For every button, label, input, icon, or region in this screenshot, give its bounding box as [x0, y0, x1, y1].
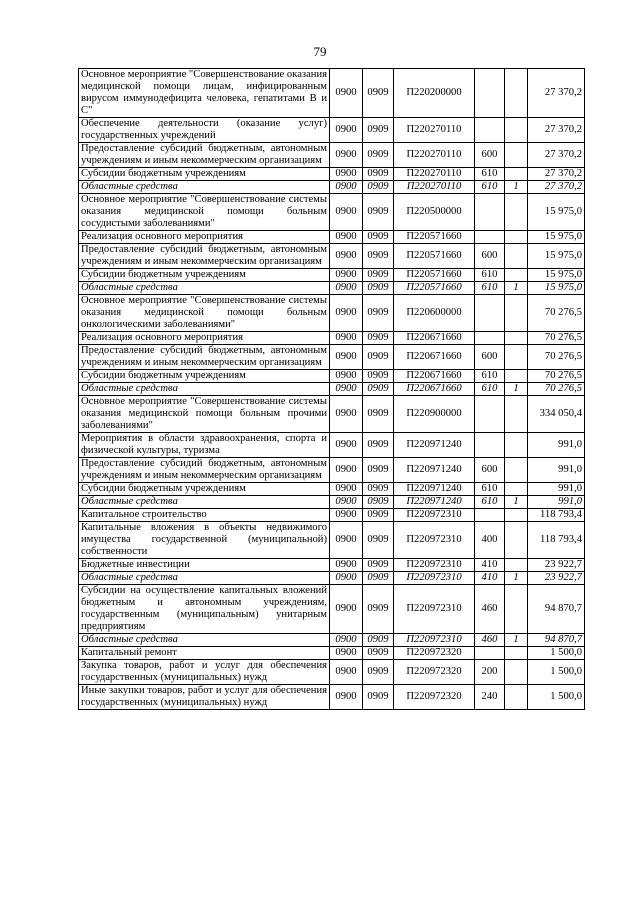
- row-amount-cell: 27 370,2: [528, 69, 585, 118]
- row-source-cell: [505, 433, 528, 458]
- row-expense-cell: 610: [475, 370, 505, 383]
- row-source-cell: [505, 522, 528, 559]
- row-target-cell: П220571660: [394, 231, 475, 244]
- table-row: [79, 295, 585, 332]
- row-target-cell: П220200000: [394, 69, 475, 118]
- row-name-cell: Областные средства: [79, 383, 330, 396]
- row-section-cell: 0900: [330, 685, 363, 710]
- row-name-cell: Капитальный ремонт: [79, 647, 330, 660]
- row-name-cell: Основное мероприятие "Совершенствование оказания медицинской помощи лицам, инфицированным вирусом иммунодефицита человека, гепатитами В и С": [79, 69, 330, 118]
- row-subsection-cell: 0909: [363, 345, 394, 370]
- row-target-cell: П220972310: [394, 572, 475, 585]
- row-amount-cell: 118 793,4: [528, 522, 585, 559]
- row-subsection-cell: 0909: [363, 370, 394, 383]
- row-target-cell: П220972320: [394, 685, 475, 710]
- row-amount-cell: 15 975,0: [528, 269, 585, 282]
- row-source-cell: [505, 194, 528, 231]
- row-name-cell: Предоставление субсидий бюджетным, автономным учреждениям и иным некоммерческим организациям: [79, 458, 330, 483]
- table-row: [79, 383, 585, 396]
- row-section-cell: 0900: [330, 231, 363, 244]
- table-row: [79, 143, 585, 168]
- row-section-cell: 0900: [330, 559, 363, 572]
- row-target-cell: П220671660: [394, 345, 475, 370]
- row-expense-cell: [475, 231, 505, 244]
- row-amount-cell: 991,0: [528, 458, 585, 483]
- row-name-cell: Предоставление субсидий бюджетным, автономным учреждениям и иным некоммерческим организациям: [79, 143, 330, 168]
- row-subsection-cell: 0909: [363, 269, 394, 282]
- row-subsection-cell: 0909: [363, 295, 394, 332]
- table-row: [79, 181, 585, 194]
- row-target-cell: П220972310: [394, 585, 475, 634]
- row-target-cell: П220600000: [394, 295, 475, 332]
- row-target-cell: П220571660: [394, 244, 475, 269]
- row-expense-cell: 460: [475, 634, 505, 647]
- row-subsection-cell: 0909: [363, 433, 394, 458]
- row-subsection-cell: 0909: [363, 572, 394, 585]
- row-target-cell: П220671660: [394, 383, 475, 396]
- row-subsection-cell: 0909: [363, 647, 394, 660]
- row-subsection-cell: 0909: [363, 496, 394, 509]
- row-section-cell: 0900: [330, 396, 363, 433]
- row-target-cell: П220972320: [394, 647, 475, 660]
- row-subsection-cell: 0909: [363, 559, 394, 572]
- row-amount-cell: 334 050,4: [528, 396, 585, 433]
- row-section-cell: 0900: [330, 282, 363, 295]
- row-target-cell: П220500000: [394, 194, 475, 231]
- table-row: [79, 370, 585, 383]
- row-name-cell: Областные средства: [79, 282, 330, 295]
- row-section-cell: 0900: [330, 269, 363, 282]
- row-source-cell: [505, 69, 528, 118]
- row-section-cell: 0900: [330, 143, 363, 168]
- row-name-cell: Предоставление субсидий бюджетным, автономным учреждениям и иным некоммерческим организациям: [79, 345, 330, 370]
- row-expense-cell: 600: [475, 244, 505, 269]
- row-expense-cell: 610: [475, 168, 505, 181]
- row-subsection-cell: 0909: [363, 685, 394, 710]
- row-name-cell: Областные средства: [79, 634, 330, 647]
- row-section-cell: 0900: [330, 383, 363, 396]
- row-amount-cell: 15 975,0: [528, 244, 585, 269]
- row-name-cell: Мероприятия в области здравоохранения, спорта и физической культуры, туризма: [79, 433, 330, 458]
- row-amount-cell: 23 922,7: [528, 572, 585, 585]
- row-target-cell: П220900000: [394, 396, 475, 433]
- row-section-cell: 0900: [330, 69, 363, 118]
- row-target-cell: П220270110: [394, 118, 475, 143]
- row-amount-cell: 1 500,0: [528, 647, 585, 660]
- table-row: [79, 685, 585, 710]
- row-subsection-cell: 0909: [363, 194, 394, 231]
- row-subsection-cell: 0909: [363, 483, 394, 496]
- row-amount-cell: 27 370,2: [528, 143, 585, 168]
- row-expense-cell: 610: [475, 181, 505, 194]
- row-expense-cell: [475, 332, 505, 345]
- row-subsection-cell: 0909: [363, 231, 394, 244]
- row-source-cell: [505, 585, 528, 634]
- row-section-cell: 0900: [330, 332, 363, 345]
- row-subsection-cell: 0909: [363, 660, 394, 685]
- row-section-cell: 0900: [330, 345, 363, 370]
- row-section-cell: 0900: [330, 634, 363, 647]
- table-row: [79, 585, 585, 634]
- row-expense-cell: 610: [475, 269, 505, 282]
- row-target-cell: П220671660: [394, 332, 475, 345]
- row-source-cell: [505, 118, 528, 143]
- row-name-cell: Областные средства: [79, 181, 330, 194]
- row-amount-cell: 70 276,5: [528, 345, 585, 370]
- row-source-cell: [505, 332, 528, 345]
- row-section-cell: 0900: [330, 194, 363, 231]
- row-section-cell: 0900: [330, 572, 363, 585]
- row-amount-cell: 15 975,0: [528, 231, 585, 244]
- row-name-cell: Бюджетные инвестиции: [79, 559, 330, 572]
- row-subsection-cell: 0909: [363, 458, 394, 483]
- table-row: [79, 168, 585, 181]
- row-subsection-cell: 0909: [363, 69, 394, 118]
- row-expense-cell: 600: [475, 458, 505, 483]
- table-row: [79, 269, 585, 282]
- row-source-cell: [505, 660, 528, 685]
- row-source-cell: [505, 168, 528, 181]
- row-amount-cell: 70 276,5: [528, 383, 585, 396]
- row-source-cell: [505, 483, 528, 496]
- row-target-cell: П220571660: [394, 269, 475, 282]
- row-name-cell: Субсидии бюджетным учреждениям: [79, 168, 330, 181]
- row-source-cell: [505, 396, 528, 433]
- table-row: [79, 509, 585, 522]
- row-target-cell: П220972310: [394, 522, 475, 559]
- row-name-cell: Основное мероприятие "Совершенствование системы оказания медицинской помощи больным онкологическими заболеваниями": [79, 295, 330, 332]
- row-expense-cell: 600: [475, 143, 505, 168]
- row-target-cell: П220971240: [394, 483, 475, 496]
- row-amount-cell: 15 975,0: [528, 194, 585, 231]
- row-name-cell: Основное мероприятие "Совершенствование системы оказания медицинской помощи больным прочими заболеваниями": [79, 396, 330, 433]
- row-source-cell: [505, 370, 528, 383]
- row-expense-cell: 600: [475, 345, 505, 370]
- table-row: [79, 647, 585, 660]
- row-amount-cell: 1 500,0: [528, 685, 585, 710]
- row-amount-cell: 94 870,7: [528, 634, 585, 647]
- row-source-cell: [505, 509, 528, 522]
- row-target-cell: П220972320: [394, 660, 475, 685]
- table-row: [79, 660, 585, 685]
- row-source-cell: 1: [505, 572, 528, 585]
- table-row: [79, 282, 585, 295]
- row-target-cell: П220671660: [394, 370, 475, 383]
- row-subsection-cell: 0909: [363, 282, 394, 295]
- row-amount-cell: 70 276,5: [528, 370, 585, 383]
- row-expense-cell: 400: [475, 522, 505, 559]
- row-source-cell: 1: [505, 634, 528, 647]
- row-expense-cell: 410: [475, 559, 505, 572]
- row-target-cell: П220270110: [394, 168, 475, 181]
- row-expense-cell: [475, 118, 505, 143]
- row-expense-cell: [475, 433, 505, 458]
- row-target-cell: П220972310: [394, 634, 475, 647]
- row-subsection-cell: 0909: [363, 143, 394, 168]
- row-subsection-cell: 0909: [363, 396, 394, 433]
- row-name-cell: Субсидии бюджетным учреждениям: [79, 370, 330, 383]
- row-amount-cell: 991,0: [528, 496, 585, 509]
- row-source-cell: [505, 647, 528, 660]
- row-section-cell: 0900: [330, 244, 363, 269]
- row-name-cell: Областные средства: [79, 572, 330, 585]
- row-subsection-cell: 0909: [363, 244, 394, 269]
- row-name-cell: Иные закупки товаров, работ и услуг для обеспечения государственных (муниципальных) нужд: [79, 685, 330, 710]
- table-row: [79, 559, 585, 572]
- table-row: [79, 345, 585, 370]
- table-row: [79, 332, 585, 345]
- budget-table: [78, 68, 585, 710]
- row-name-cell: Предоставление субсидий бюджетным, автономным учреждениям и иным некоммерческим организациям: [79, 244, 330, 269]
- table-body: [79, 69, 585, 710]
- row-expense-cell: 410: [475, 572, 505, 585]
- row-expense-cell: 240: [475, 685, 505, 710]
- row-source-cell: [505, 685, 528, 710]
- row-section-cell: 0900: [330, 181, 363, 194]
- table-row: [79, 244, 585, 269]
- row-section-cell: 0900: [330, 168, 363, 181]
- row-name-cell: Реализация основного мероприятия: [79, 332, 330, 345]
- row-amount-cell: 27 370,2: [528, 181, 585, 194]
- table-row: [79, 458, 585, 483]
- table-row: [79, 118, 585, 143]
- row-section-cell: 0900: [330, 433, 363, 458]
- row-expense-cell: 610: [475, 496, 505, 509]
- row-target-cell: П220971240: [394, 433, 475, 458]
- row-source-cell: 1: [505, 496, 528, 509]
- row-name-cell: Субсидии на осуществление капитальных вложений бюджетным и автономным учреждениям, государственным (муниципальным) унитарным предприятиям: [79, 585, 330, 634]
- table-row: [79, 433, 585, 458]
- row-expense-cell: 460: [475, 585, 505, 634]
- row-source-cell: [505, 458, 528, 483]
- row-section-cell: 0900: [330, 483, 363, 496]
- row-subsection-cell: 0909: [363, 332, 394, 345]
- table-row: [79, 69, 585, 118]
- row-subsection-cell: 0909: [363, 585, 394, 634]
- row-name-cell: Субсидии бюджетным учреждениям: [79, 269, 330, 282]
- row-section-cell: 0900: [330, 647, 363, 660]
- row-expense-cell: [475, 509, 505, 522]
- table-row: [79, 634, 585, 647]
- table-row: [79, 522, 585, 559]
- row-section-cell: 0900: [330, 509, 363, 522]
- page-number: 79: [313, 44, 327, 59]
- row-subsection-cell: 0909: [363, 168, 394, 181]
- row-subsection-cell: 0909: [363, 118, 394, 143]
- table-row: [79, 396, 585, 433]
- row-source-cell: 1: [505, 383, 528, 396]
- row-section-cell: 0900: [330, 660, 363, 685]
- row-source-cell: [505, 269, 528, 282]
- row-section-cell: 0900: [330, 585, 363, 634]
- row-expense-cell: [475, 194, 505, 231]
- row-expense-cell: 610: [475, 383, 505, 396]
- table-row: [79, 496, 585, 509]
- row-amount-cell: 1 500,0: [528, 660, 585, 685]
- row-expense-cell: 200: [475, 660, 505, 685]
- row-name-cell: Капитальные вложения в объекты недвижимого имущества государственной (муниципальной) собственности: [79, 522, 330, 559]
- row-source-cell: [505, 345, 528, 370]
- table-row: [79, 231, 585, 244]
- row-amount-cell: 27 370,2: [528, 118, 585, 143]
- row-subsection-cell: 0909: [363, 181, 394, 194]
- row-section-cell: 0900: [330, 522, 363, 559]
- row-section-cell: 0900: [330, 370, 363, 383]
- row-expense-cell: [475, 295, 505, 332]
- row-name-cell: Обеспечение деятельности (оказание услуг) государственных учреждений: [79, 118, 330, 143]
- row-expense-cell: 610: [475, 483, 505, 496]
- row-name-cell: Основное мероприятие "Совершенствование системы оказания медицинской помощи больным сосудистыми заболеваниями": [79, 194, 330, 231]
- row-amount-cell: 94 870,7: [528, 585, 585, 634]
- row-amount-cell: 23 922,7: [528, 559, 585, 572]
- table-row: [79, 483, 585, 496]
- row-target-cell: П220971240: [394, 496, 475, 509]
- row-target-cell: П220270110: [394, 181, 475, 194]
- row-amount-cell: 70 276,5: [528, 332, 585, 345]
- row-name-cell: Областные средства: [79, 496, 330, 509]
- row-expense-cell: [475, 396, 505, 433]
- row-target-cell: П220571660: [394, 282, 475, 295]
- row-source-cell: 1: [505, 282, 528, 295]
- row-name-cell: Реализация основного мероприятия: [79, 231, 330, 244]
- row-expense-cell: [475, 647, 505, 660]
- row-target-cell: П220972310: [394, 559, 475, 572]
- row-amount-cell: 15 975,0: [528, 282, 585, 295]
- row-expense-cell: 610: [475, 282, 505, 295]
- row-subsection-cell: 0909: [363, 634, 394, 647]
- row-subsection-cell: 0909: [363, 509, 394, 522]
- row-source-cell: [505, 143, 528, 168]
- row-section-cell: 0900: [330, 295, 363, 332]
- row-target-cell: П220972310: [394, 509, 475, 522]
- row-amount-cell: 27 370,2: [528, 168, 585, 181]
- row-section-cell: 0900: [330, 496, 363, 509]
- row-source-cell: [505, 559, 528, 572]
- row-subsection-cell: 0909: [363, 383, 394, 396]
- row-name-cell: Субсидии бюджетным учреждениям: [79, 483, 330, 496]
- row-name-cell: Закупка товаров, работ и услуг для обеспечения государственных (муниципальных) нужд: [79, 660, 330, 685]
- table-row: [79, 194, 585, 231]
- row-target-cell: П220971240: [394, 458, 475, 483]
- row-source-cell: [505, 295, 528, 332]
- row-name-cell: Капитальное строительство: [79, 509, 330, 522]
- row-target-cell: П220270110: [394, 143, 475, 168]
- table-row: [79, 572, 585, 585]
- row-expense-cell: [475, 69, 505, 118]
- row-amount-cell: 991,0: [528, 433, 585, 458]
- row-section-cell: 0900: [330, 118, 363, 143]
- row-amount-cell: 118 793,4: [528, 509, 585, 522]
- row-subsection-cell: 0909: [363, 522, 394, 559]
- row-source-cell: [505, 244, 528, 269]
- row-source-cell: [505, 231, 528, 244]
- row-section-cell: 0900: [330, 458, 363, 483]
- row-amount-cell: 70 276,5: [528, 295, 585, 332]
- row-amount-cell: 991,0: [528, 483, 585, 496]
- row-source-cell: 1: [505, 181, 528, 194]
